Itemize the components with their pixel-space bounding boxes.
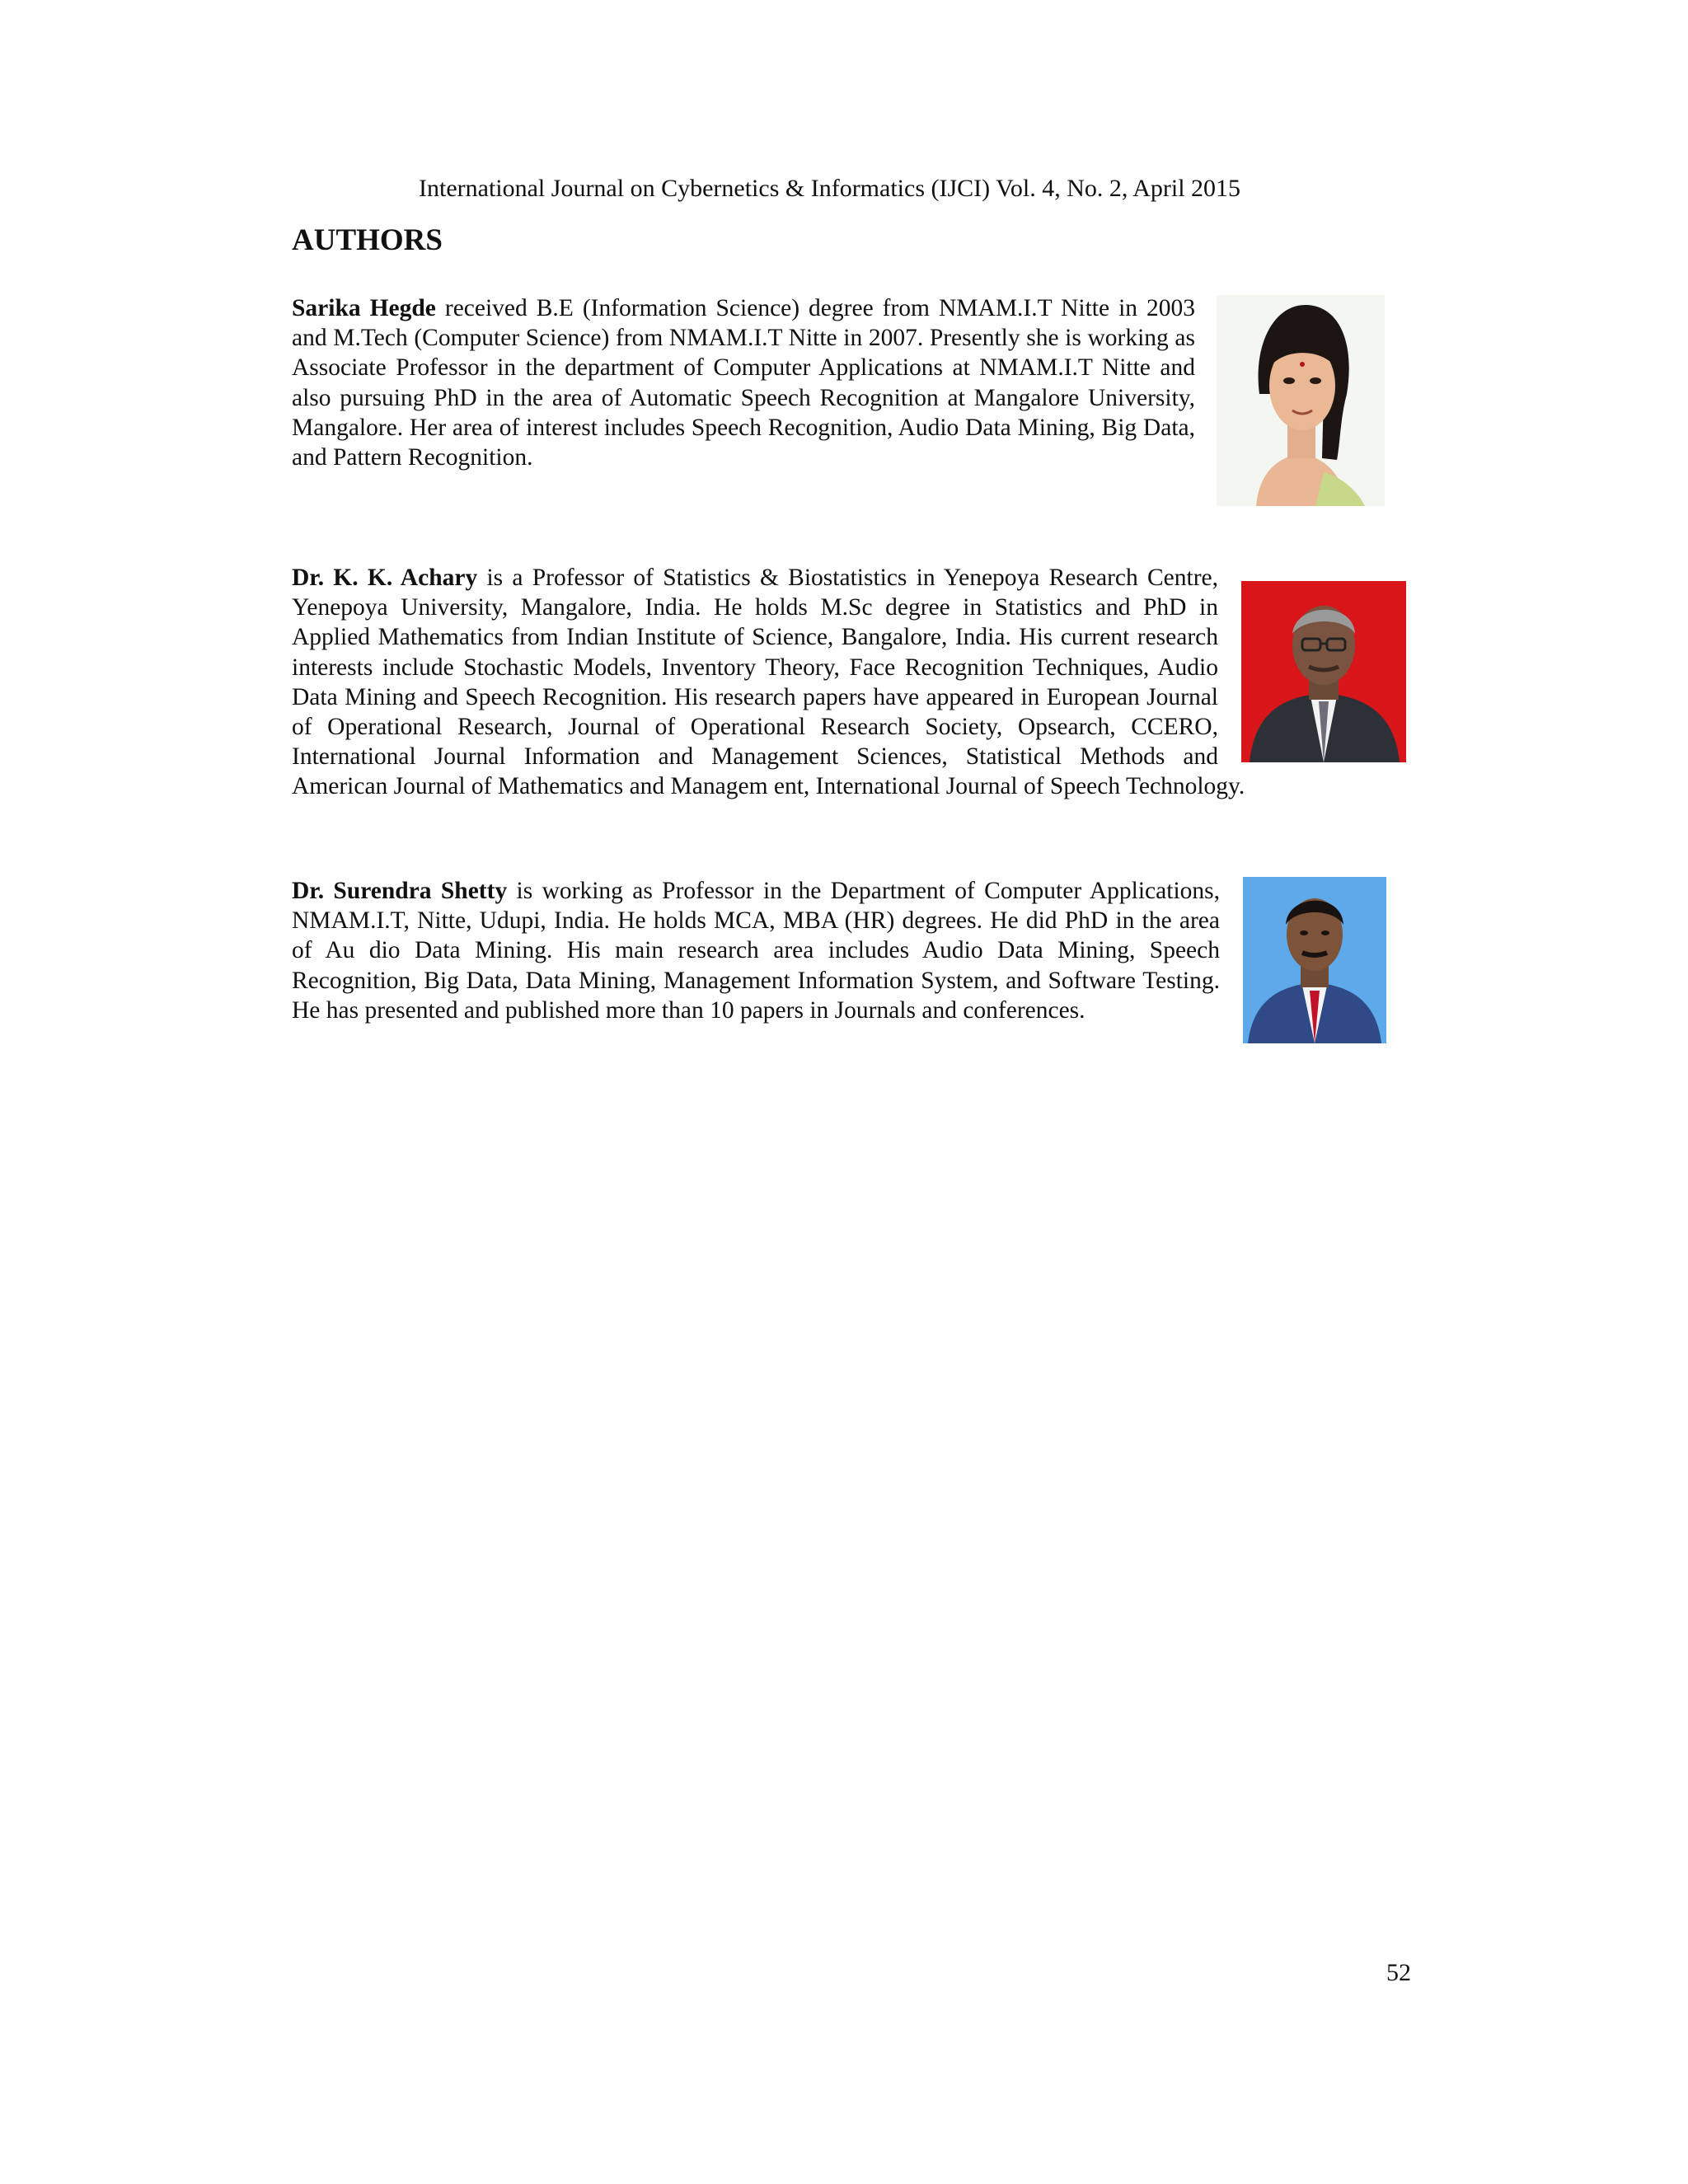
- author-photo: [1241, 581, 1406, 762]
- author-bio-surendra-shetty: [292, 876, 1220, 1025]
- author-photo: [1243, 877, 1386, 1043]
- author-bio-text: is working as Professor in the Department of Computer Applications, NMAM.I.T, Nitte, Udupi, India. He holds MCA, MBA (HR) degrees. He did PhD in the area of Au dio Data Mining. His main research area includes Audio Data Mining, Speech Recognition, Big Data, Data Mining, Management Information System, and Software Testing. He has presented and published more than 10 papers in Journals and conferences.: [292, 878, 1220, 1024]
- author-bio-text: received B.E (Information Science) degree from NMAM.I.T Nitte in 2003 and M.Tech (Computer Science) from NMAM.I.T Nitte in 2007. Presently she is working as Associate Professor in the department of Computer Applications at NMAM.I.T Nitte and also pursuing PhD in the area of Automatic Speech Recognition at Mangalore University, Mangalore. Her area of interest includes Speech Recognition, Audio Data Mining, Big Data, and Pattern Recognition.: [292, 295, 1195, 471]
- author-photo: [1217, 295, 1385, 506]
- author-bio-sarika-hegde: [292, 293, 1195, 472]
- author-name: Sarika Hegde: [292, 295, 436, 321]
- author-bio-text: is a Professor of Statistics & Biostatistics in Yenepoya Research Centre, Yenepoya University, Mangalore, India. He holds M.Sc degree in Statistics and PhD in Applied Mathematics from Indian Institute of Science, Bangalore, India. His current research interests include Stochastic Models, Inventory Theory, Face Recognition Techniques, Audio Data Mining and Speech Recognition. His research papers have appeared in European Journal of Operational Research, Journal of Operational Research Society, Opsearch, CCERO, International Journal Information and Management Sciences, Statistical Methods and American Journal of Mathematics and Managem ent, International Journal of Speech Technology.: [292, 565, 1245, 800]
- author-name: Dr. K. K. Achary: [292, 565, 478, 591]
- page-number: 52: [1386, 1959, 1411, 1986]
- author-name: Dr. Surendra Shetty: [292, 878, 508, 904]
- running-header: International Journal on Cybernetics & Informatics (IJCI) Vol. 4, No. 2, April 2015: [419, 175, 1241, 202]
- section-heading: AUTHORS: [292, 223, 443, 257]
